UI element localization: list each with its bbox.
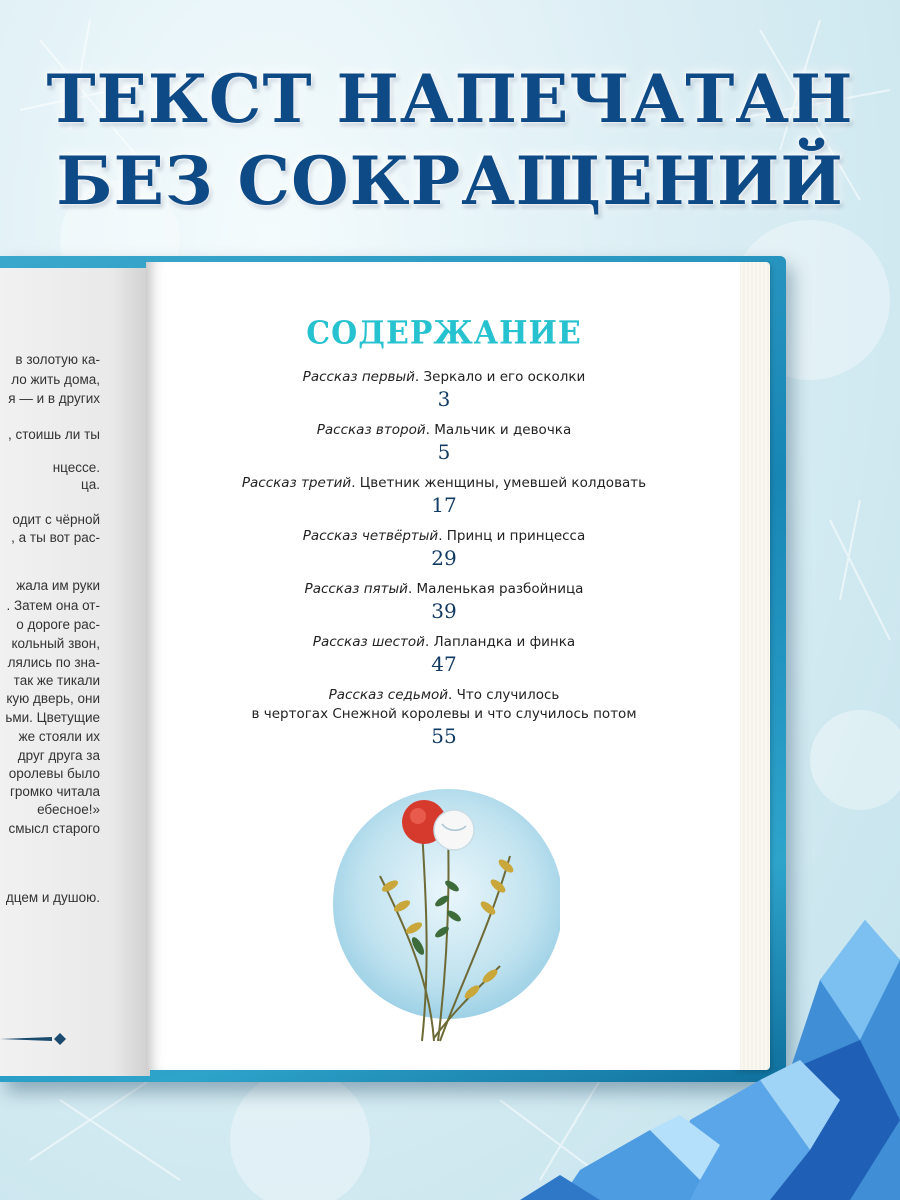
toc-page-number: 17 [431, 493, 457, 517]
toc-story-label: Рассказ седьмой [328, 687, 449, 703]
headline-line-1: ТЕКСТ НАПЕЧАТАН [46, 60, 854, 138]
toc-page-number: 5 [437, 440, 451, 464]
toc-title: СОДЕРЖАНИЕ [306, 315, 582, 352]
left-page-line: друг друга за [17, 748, 100, 763]
left-page-line: кую дверь, они [6, 691, 100, 706]
toc-story-label: Рассказ четвёртый [302, 528, 439, 544]
toc-page-number: 29 [431, 546, 457, 570]
left-page-line: одит с чёрной [12, 512, 100, 527]
toc-story-title-line-2: в чертогах Снежной королевы и что случилось потом [251, 706, 637, 722]
left-page-line: ебесное!» [37, 802, 100, 817]
headline [0, 58, 900, 222]
toc-item [0, 421, 888, 464]
left-page-line: в золотую ка- [15, 352, 100, 367]
toc-page-number: 39 [431, 599, 457, 623]
left-page-line: я — и в других [8, 391, 100, 406]
toc-item [0, 368, 888, 411]
left-page-line: о дороге рас- [16, 617, 100, 632]
toc-story-title: . Принц и принцесса [438, 528, 586, 544]
left-page-line: . Затем она от- [6, 598, 100, 613]
left-page-ornament [0, 1031, 66, 1047]
toc-story-title: . Зеркало и его осколки [414, 369, 586, 385]
toc-story-title: . Цветник женщины, умевшей колдовать [351, 475, 647, 491]
left-page-line: ло жить дома, [11, 372, 100, 387]
ice-crystals [520, 920, 900, 1200]
left-page-line: , а ты вот рас- [11, 530, 100, 545]
left-page-line: ьми. Цветущие [5, 710, 100, 725]
left-page-line: ца. [81, 477, 100, 492]
left-page-line: громко читала [9, 784, 100, 799]
toc-story-label: Рассказ шестой [312, 634, 425, 650]
toc-item [0, 633, 888, 676]
toc-story-title: . Лапландка и финка [424, 634, 576, 650]
toc-story-label: Рассказ первый [302, 369, 415, 385]
toc-story-label: Рассказ пятый [304, 581, 408, 597]
left-page-line: же стояли их [18, 729, 100, 744]
toc-page-number: 55 [431, 724, 457, 748]
toc-page-number: 3 [437, 387, 451, 411]
toc-story-title: . Маленькая разбойница [407, 581, 584, 597]
left-page-line: нцессе. [52, 460, 100, 475]
toc-item [0, 527, 888, 570]
left-page-line: лялись по зна- [7, 655, 100, 670]
headline-line-2: БЕЗ СОКРАЩЕНИЙ [56, 142, 844, 220]
left-page-line: жала им руки [16, 578, 100, 593]
left-page-line: кольный звон, [11, 636, 100, 651]
left-page-line: дцем и душою. [5, 890, 100, 905]
toc-item [0, 580, 888, 623]
toc-story-title: . Что случилось [448, 687, 560, 703]
toc-item [0, 474, 888, 517]
toc-item [0, 686, 888, 748]
left-page-line: , стоишь ли ты [7, 427, 100, 442]
toc-story-title: . Мальчик и девочка [425, 422, 572, 438]
left-page-line: оролевы было [8, 766, 100, 781]
toc-list [0, 368, 888, 758]
toc-story-label: Рассказ третий [241, 475, 352, 491]
left-page-line: смысл старого [8, 821, 100, 836]
left-page-line: так же тикали [13, 673, 100, 688]
toc-story-label: Рассказ второй [316, 422, 426, 438]
toc-page-number: 47 [431, 652, 457, 676]
